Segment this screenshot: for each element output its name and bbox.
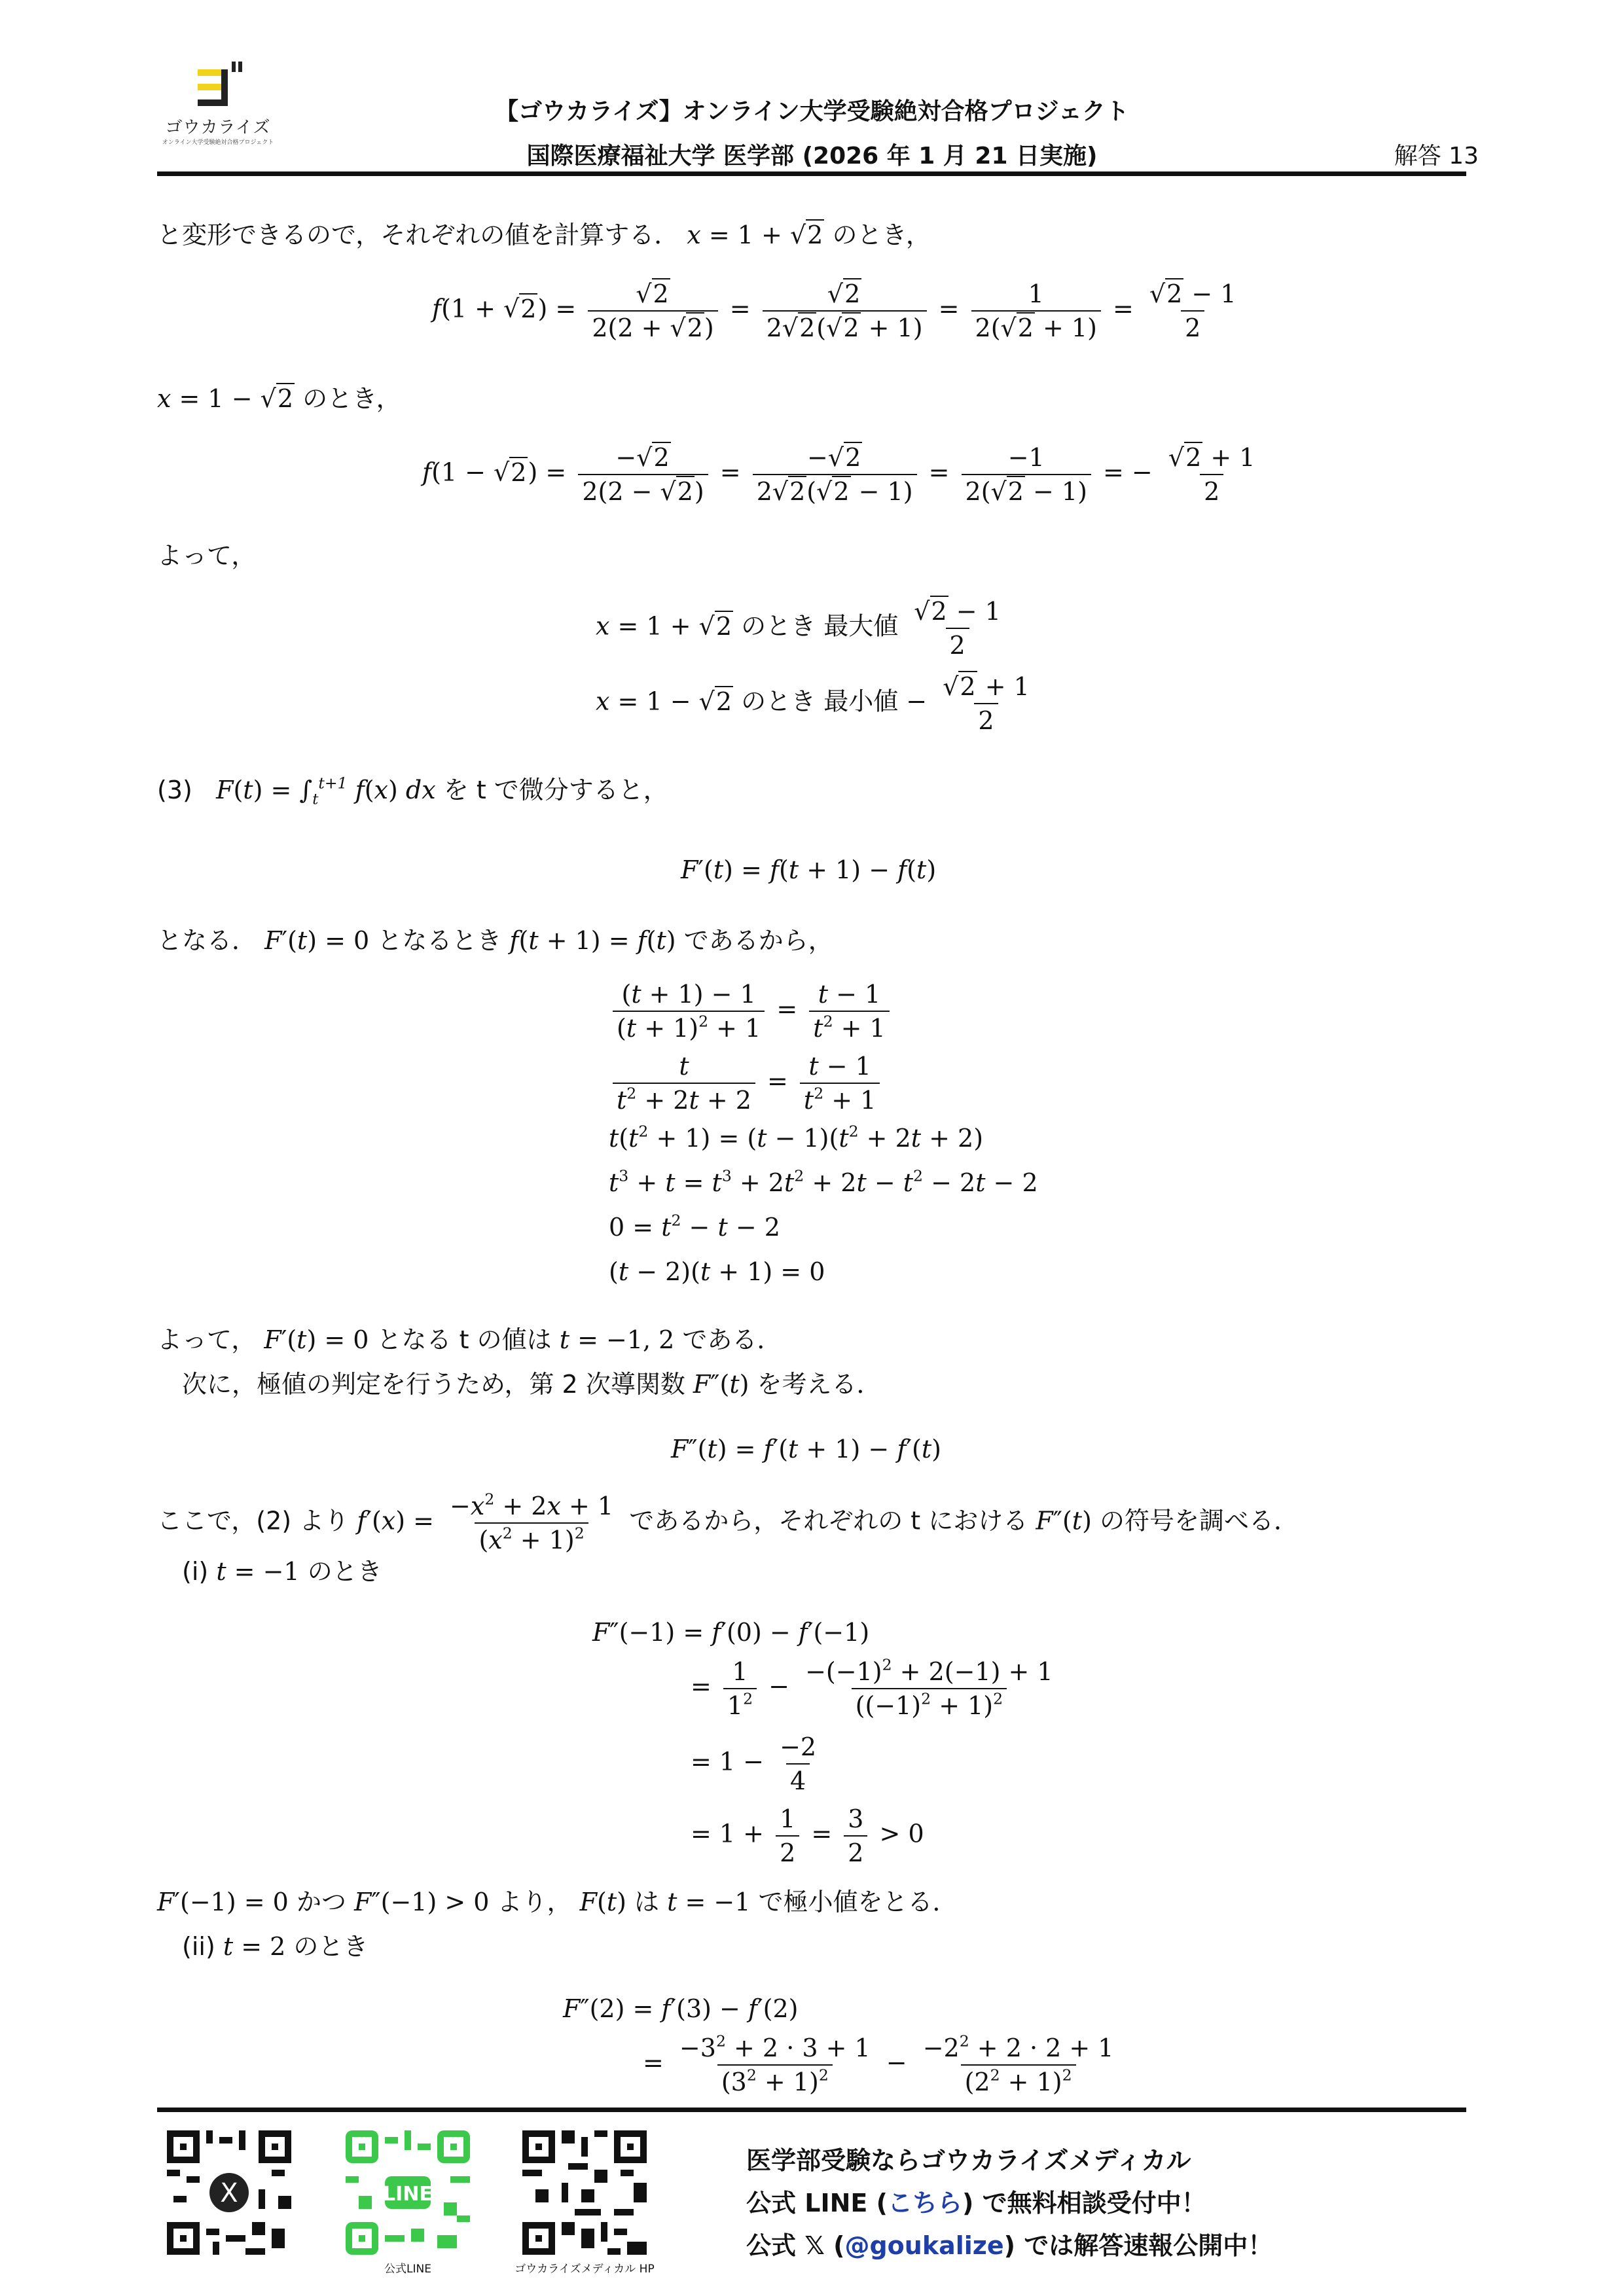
footer-line-3: 公式 𝕏 (@goukalize) では解答速報公開中！ (746, 2231, 1273, 2260)
hp-qr-code-icon[interactable] (522, 2130, 647, 2255)
eq-step-3: $t(t^2 + 1) = (t - 1)(t^2 + 2t + 2)$ (609, 1122, 984, 1153)
equation-f-1-minus-root2: f(1 − √2) = $\frac{-√2}{2(2 - √2)}$ = $\frac{-√2}{2√2(√2 - 1)}$ = $\frac{-1}{2(√2 - 1)}$ = − $\frac{√2 + 1}{2}$ (422, 443, 1255, 506)
case-i-eq-1: F″(−1) = f′(0) − f′(−1) (592, 1618, 870, 1647)
naru-line: となる． F′(t) = 0 となるとき f(t + 1) = f(t) であるから， (157, 926, 833, 955)
eq-step-6: (t − 2)(t + 1) = 0 (609, 1257, 825, 1286)
part3-line: (3) $F(t) = \int_t^{t+1}$ f(x) dx を t で微分すると， (157, 774, 668, 808)
next-line: 次に，極値の判定を行うため，第 2 次導関数 F″(t) を考える． (182, 1370, 882, 1399)
kyokusho-line: F′(−1) = 0 かつ F″(−1) > 0 より， F(t) は t = −1 で極小値をとる． (157, 1888, 958, 1916)
header-title: 【ゴウカライズ】オンライン大学受験絶対合格プロジェクト (495, 98, 1129, 125)
derivative-F: F′(t) = f(t + 1) − f(t) (681, 855, 937, 884)
logo-subtitle: オンライン大学受験絶対合格プロジェクト (162, 139, 274, 146)
case-ii-eq-1: F″(2) = f′(3) − f′(2) (563, 1994, 799, 2023)
conclusion-line: よって， F′(t) = 0 となる t の値は t = −1, 2 である． (157, 1325, 782, 1354)
case-i-line: (i) t = −1 のとき (182, 1557, 382, 1586)
koko-de-line: ここで，(2) より f′(x) = $\frac{-x^2 + 2x + 1}{(x^2 + 1)^2}$ であるから，それぞれの t における F″(t) の符号を調べる． (157, 1490, 1299, 1554)
footer-line-2: 公式 LINE (こちら) で無料相談受付中！ (746, 2189, 1206, 2217)
min-value-line: x = 1 − √2 のとき 最小値 − $\frac{√2 + 1}{2}$ (596, 672, 1030, 735)
svg-text:X: X (220, 2178, 238, 2208)
x-qr-code-icon[interactable] (167, 2130, 291, 2255)
case-ii-line: (ii) t = 2 のとき (182, 1932, 369, 1961)
logo-text: ゴウカライズ (165, 118, 271, 137)
page-number: 解答 13 (1394, 143, 1479, 170)
qr3-caption: ゴウカライズメディカル HP (514, 2263, 655, 2276)
line-link[interactable]: こちら (887, 2189, 962, 2217)
case2-line: x = 1 − √2 のとき， (157, 384, 401, 413)
eq-step-4: $t^3 + t = t^3 + 2t^2 + 2t - t^2 - 2t - 2$ (609, 1166, 1038, 1197)
case-i-eq-3: = 1 − $\frac{-2}{4}$ (691, 1732, 817, 1795)
eq-step-2: $\frac{t}{t^2 + 2t + 2}$ = $\frac{t - 1}{t^2 + 1}$ (609, 1054, 884, 1113)
yotte-line: よって， (157, 541, 257, 570)
svg-text:LINE: LINE (383, 2183, 433, 2206)
case-i-eq-4: = 1 + $\frac{1}{2}$ = $\frac{3}{2}$ > 0 (691, 1804, 924, 1867)
second-derivative-F: F″(t) = f′(t + 1) − f′(t) (671, 1435, 941, 1463)
eq-step-5: $0 = t^2 - t - 2$ (609, 1211, 780, 1242)
case-ii-eq-2: = $\frac{-3^2 + 2 \cdot 3 + 1}{(3^2 + 1)^2}$ − $\frac{-2^2 + 2 \cdot 2 + 1}{(2^2 + 1)^2}$ (643, 2032, 1114, 2096)
qr2-caption: 公式LINE (384, 2263, 431, 2276)
footer-rule (157, 2108, 1466, 2112)
intro-line: と変形できるので，それぞれの値を計算する． x = 1 + √2 のとき， (157, 221, 931, 249)
eq-step-1: $\frac{(t + 1) - 1}{(t + 1)^2 + 1}$ = $\frac{t - 1}{t^2 + 1}$ (609, 982, 893, 1041)
max-value-line: x = 1 + √2 のとき 最大値 $\frac{√2 - 1}{2}$ (596, 597, 1001, 660)
footer-line-1: 医学部受験ならゴウカライズメディカル (746, 2146, 1191, 2175)
line-qr-code-icon[interactable] (346, 2130, 470, 2255)
equation-f-1-plus-root2: f(1 + √2) = $\frac{√2}{2(2 + √2)}$ = $\frac{√2}{2√2(√2 + 1)}$ = $\frac{1}{2(√2 + 1)}$ = $\frac{√2 - 1}{2}$ (432, 279, 1236, 342)
header-subtitle: 国際医療福祉大学 医学部 (2026 年 1 月 21 日実施) (526, 143, 1098, 170)
case-i-eq-2: = $\frac{1}{1^2}$ − $\frac{-(-1)^2 + 2(-1) + 1}{((-1)^2 + 1)^2}$ (691, 1655, 1053, 1720)
header-rule (157, 171, 1466, 176)
x-account-link[interactable]: @goukalize (844, 2231, 1004, 2260)
